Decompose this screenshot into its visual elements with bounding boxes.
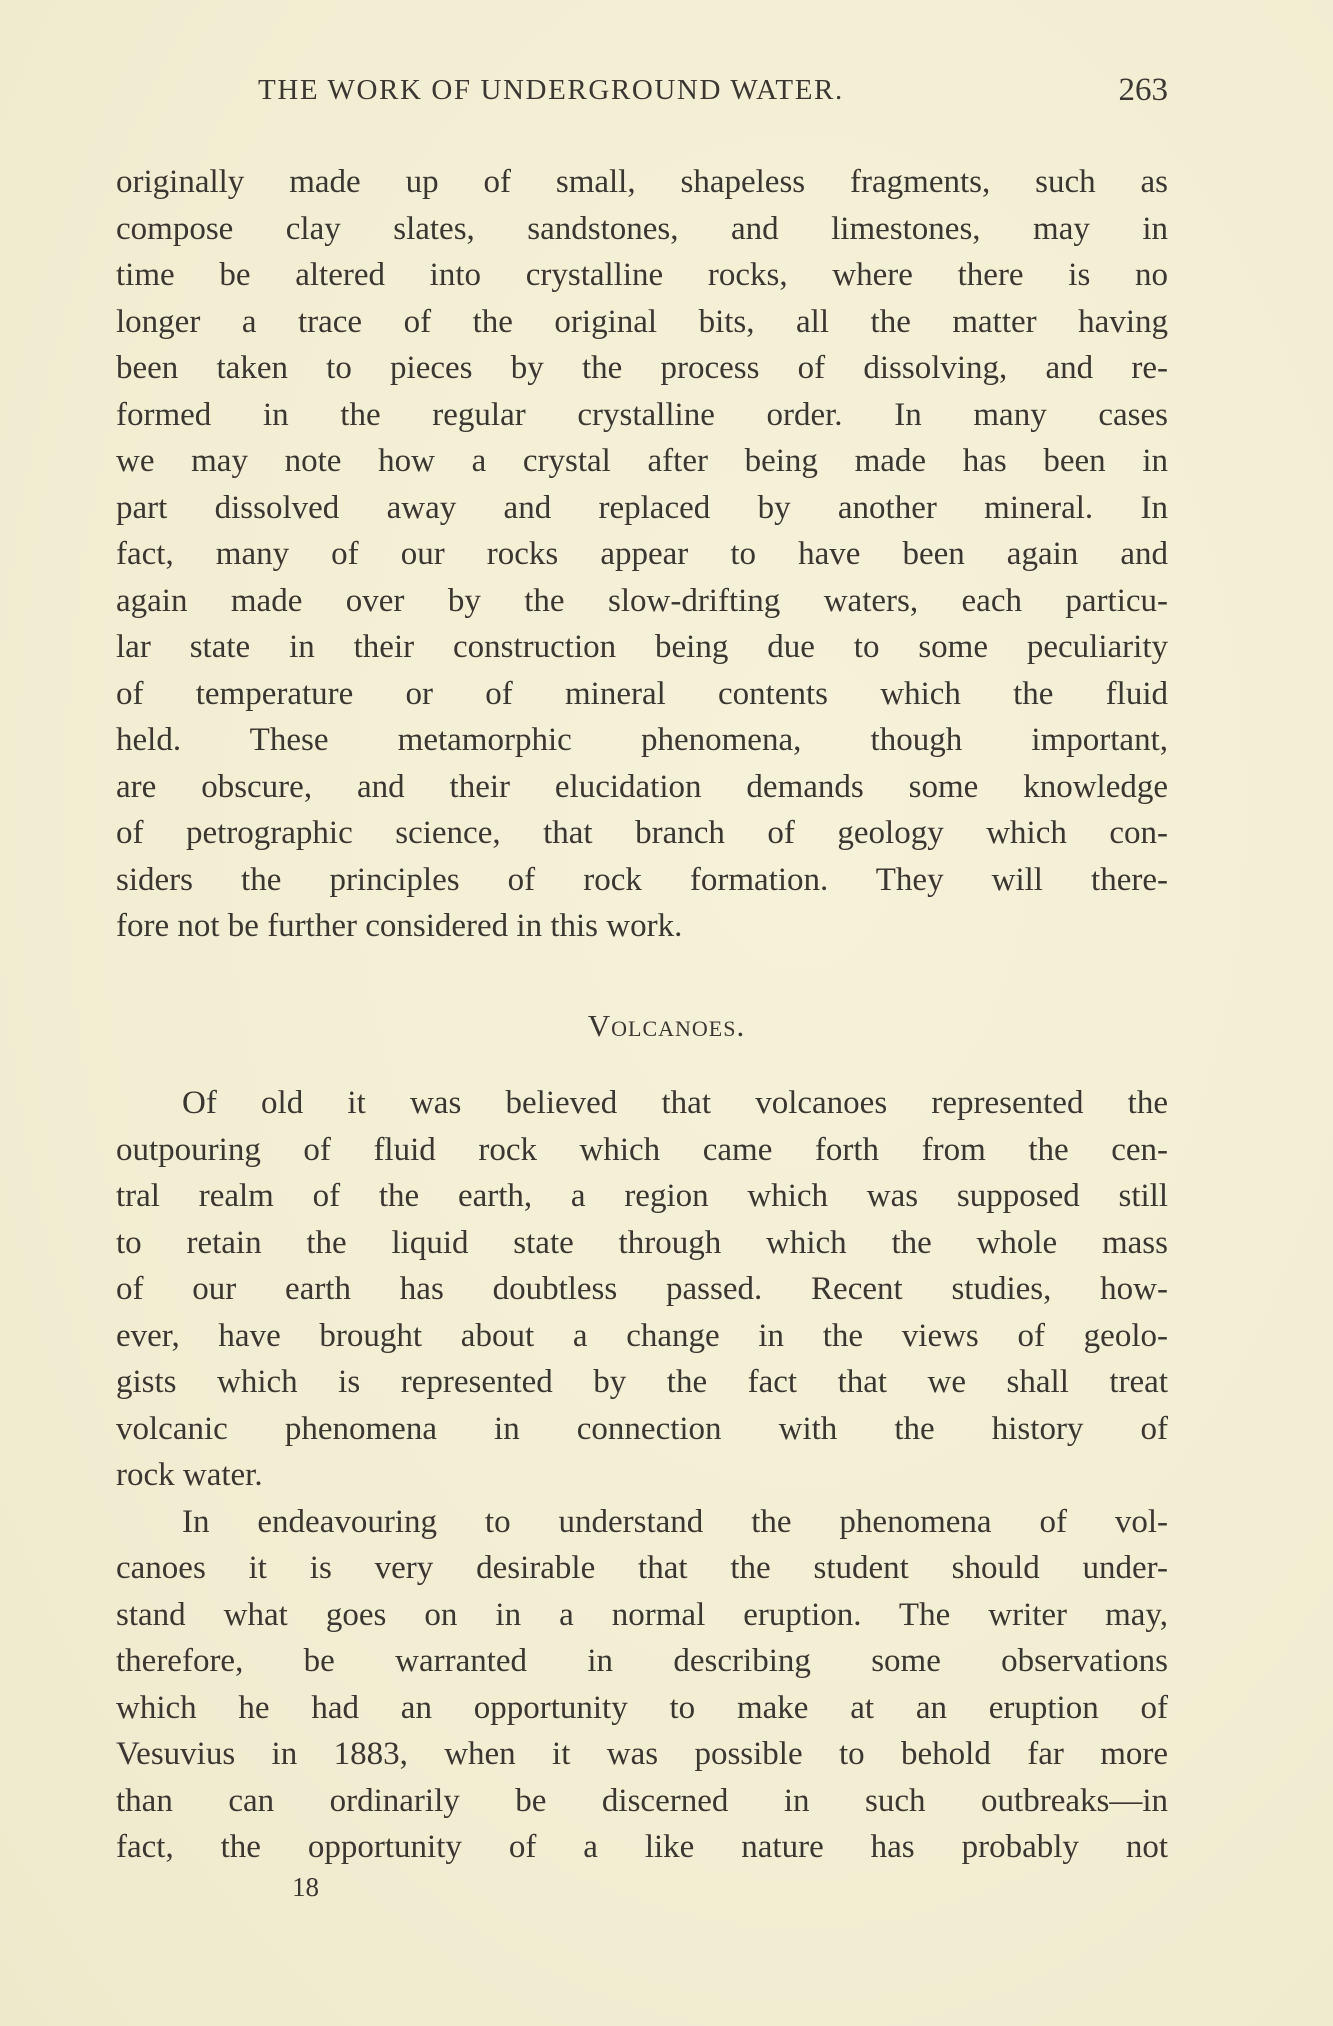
text-line: volcanic phenomena in connection with the history of bbox=[116, 1410, 1168, 1447]
text-line: again made over by the slow-drifting waters, each particu- bbox=[116, 582, 1168, 619]
text-line: fact, many of our rocks appear to have been again and bbox=[116, 536, 1168, 572]
running-title: THE WORK OF UNDERGROUND WATER. bbox=[258, 73, 844, 106]
text-line: to retain the liquid state through which the whole mass bbox=[116, 1224, 1168, 1261]
text-line: lar state in their construction being due to some peculiarity bbox=[116, 629, 1168, 665]
text-line: ever, have brought about a change in the views of geolo- bbox=[116, 1317, 1168, 1354]
text-line: of petrographic science, that branch of geology which con- bbox=[116, 815, 1168, 851]
text-line: Of old it was believed that volcanoes represented the bbox=[182, 1085, 1168, 1121]
page-number: 263 bbox=[1118, 71, 1168, 108]
paragraph-volcano-history bbox=[116, 1080, 1168, 1871]
text-line: of our earth has doubtless passed. Recent studies, how- bbox=[116, 1271, 1168, 1307]
text-line: therefore, be warranted in describing some observations bbox=[116, 1643, 1168, 1679]
text-line: we may note how a crystal after being made has been in bbox=[116, 443, 1168, 479]
text-line: time be altered into crystalline rocks, where there is no bbox=[116, 257, 1168, 293]
text-line: are obscure, and their elucidation demands some knowledge bbox=[116, 768, 1168, 805]
text-line: In endeavouring to understand the phenomena of vol- bbox=[182, 1503, 1168, 1540]
section-heading: Volcanoes. bbox=[587, 1008, 746, 1043]
text-line: held. These metamorphic phenomena, though important, bbox=[116, 722, 1168, 758]
text-line: part dissolved away and replaced by another mineral. In bbox=[116, 489, 1168, 526]
text-line: siders the principles of rock formation. They will there- bbox=[116, 861, 1168, 898]
text-line: rock water. bbox=[116, 1457, 263, 1493]
text-line: stand what goes on in a normal eruption. The writer may, bbox=[116, 1596, 1168, 1633]
text-line: outpouring of fluid rock which came forth from the cen- bbox=[116, 1131, 1168, 1168]
text-line: compose clay slates, sandstones, and limestones, may in bbox=[116, 210, 1168, 247]
text-line: fact, the opportunity of a like nature has probably not bbox=[116, 1829, 1168, 1865]
text-line: been taken to pieces by the process of dissolving, and re- bbox=[116, 350, 1168, 386]
text-line: fore not be further considered in this work. bbox=[116, 908, 683, 944]
text-line: tral realm of the earth, a region which was supposed still bbox=[116, 1178, 1168, 1214]
text-line: longer a trace of the original bits, all the matter having bbox=[116, 303, 1168, 340]
text-line: of temperature or of mineral contents which the fluid bbox=[116, 675, 1168, 712]
text-line: Vesuvius in 1883, when it was possible to behold far more bbox=[116, 1736, 1168, 1772]
paragraph-metamorphism bbox=[116, 159, 1168, 950]
text-line: formed in the regular crystalline order. In many cases bbox=[116, 396, 1168, 433]
running-head bbox=[258, 70, 1168, 110]
text-line: than can ordinarily be discerned in such outbreaks—in bbox=[116, 1782, 1168, 1819]
text-line: which he had an opportunity to make at an eruption of bbox=[116, 1689, 1168, 1726]
signature-mark: 18 bbox=[292, 1872, 319, 1902]
text-line: originally made up of small, shapeless fragments, such as bbox=[116, 164, 1168, 200]
text-line: canoes it is very desirable that the student should under- bbox=[116, 1550, 1168, 1586]
text-line: gists which is represented by the fact that we shall treat bbox=[116, 1364, 1168, 1400]
